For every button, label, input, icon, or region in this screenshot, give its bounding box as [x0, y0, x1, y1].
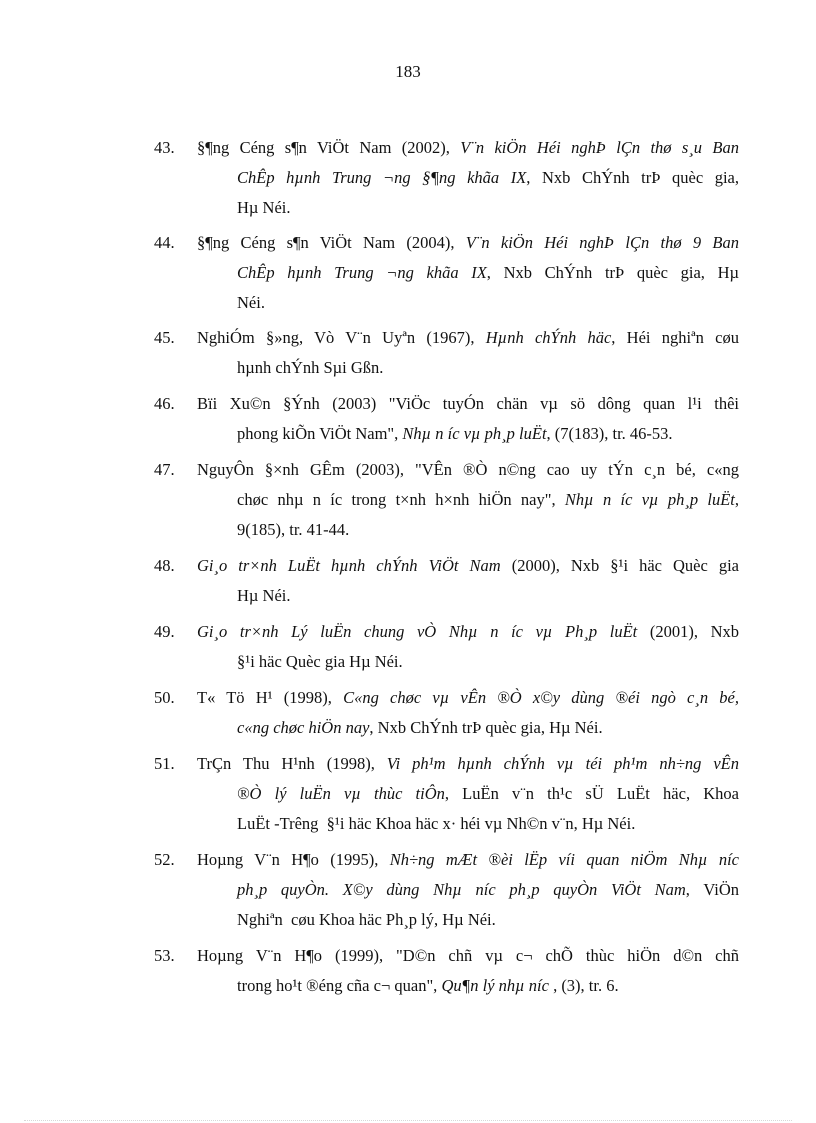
citation-text: Nghiªn cøu Khoa häc Ph¸p lý, Hµ Néi.: [237, 910, 496, 929]
reference-number: 48.: [154, 556, 175, 575]
citation-text: , (7(183), tr. 46-53.: [546, 424, 673, 443]
reference-line: [237, 515, 349, 545]
reference-line: [197, 455, 739, 485]
citation-text: §¹i häc Quèc gia Hµ Néi.: [237, 652, 403, 671]
citation-text: chøc nhµ n íc trong t×nh h×nh hiÖn nay",: [237, 490, 565, 509]
reference-line: [237, 258, 739, 288]
citation-text: §¶ng Céng s¶n ViÖt Nam (2004),: [197, 233, 466, 252]
reference-number: 49.: [154, 622, 175, 641]
citation-text: (2001), Nxb: [637, 622, 740, 641]
reference-number: 47.: [154, 460, 175, 479]
citation-text: , Nxb ChÝnh trÞ quèc gia, Hµ Néi.: [369, 718, 603, 737]
citation-text: , ViÖn: [685, 880, 739, 899]
italic-title-text: Nhµ n íc vµ ph¸p luËt: [564, 490, 735, 509]
reference-line: [237, 353, 383, 383]
citation-text: T« Tö H¹ (1998),: [197, 688, 344, 707]
italic-title-text: V¨n kiÖn Héi nghÞ lÇn thø s¸u Ban: [460, 138, 739, 157]
citation-text: , Nxb ChÝnh trÞ quèc gia,: [526, 168, 739, 187]
reference-line: [197, 551, 739, 581]
citation-text: , (3), tr. 6.: [548, 976, 619, 995]
reference-line: [237, 288, 265, 318]
italic-title-text: Nhµ n íc vµ ph¸p luËt: [402, 424, 547, 443]
italic-title-text: Nh÷ng mÆt ®èi lËp víi quan niÖm Nhµ níc: [389, 850, 739, 869]
citation-text: LuËt -Trêng §¹i häc Khoa häc x· héi vµ Nh©n v¨n, Hµ Néi.: [237, 814, 636, 833]
reference-line: [197, 323, 739, 353]
citation-text: phong kiÕn ViÖt Nam",: [237, 424, 403, 443]
reference-line: [197, 749, 739, 779]
citation-text: Bïi Xu©n §Ýnh (2003) "ViÖc tuyÓn chän vµ sö dông quan l¹i thêi: [197, 394, 739, 413]
italic-title-text: Hµnh chÝnh häc: [485, 328, 612, 347]
reference-line: [197, 941, 739, 971]
reference-number: 43.: [154, 138, 175, 157]
page-number: 183: [395, 62, 421, 81]
reference-line: [237, 485, 739, 515]
reference-line: [237, 163, 739, 193]
citation-text: ,: [734, 490, 739, 509]
reference-line: [197, 617, 739, 647]
citation-text: (2000), Nxb §¹i häc Quèc gia: [500, 556, 739, 575]
citation-text: Hoµng V¨n H¶o (1995),: [197, 850, 390, 869]
italic-title-text: C«ng chøc vµ vÊn ®Ò x©y dùng ®éi ngò c¸n bé,: [343, 688, 739, 707]
reference-number: 53.: [154, 946, 175, 965]
reference-line: [237, 193, 291, 223]
italic-title-text: ph¸p quyÒn. X©y dùng Nhµ níc ph¸p quyÒn ViÖt Nam: [237, 880, 686, 899]
reference-line: [197, 228, 739, 258]
reference-number: 45.: [154, 328, 175, 347]
reference-line: [237, 647, 403, 677]
italic-title-text: Gi¸o tr×nh Lý luËn chung vÒ Nhµ n íc vµ Ph¸p luËt: [197, 622, 638, 641]
reference-line: [237, 581, 291, 611]
citation-text: Hoµng V¨n H¶o (1999), "D©n chñ vµ c¬ chÕ thùc hiÖn d©n chñ: [197, 946, 739, 965]
citation-text: TrÇn Thu H¹nh (1998),: [197, 754, 387, 773]
citation-text: , LuËn v¨n th¹c sÜ LuËt häc, Khoa: [444, 784, 739, 803]
reference-line: [197, 845, 739, 875]
citation-text: Hµ Néi.: [237, 198, 291, 217]
citation-text: NghiÓm §»ng, Vò V¨n Uyªn (1967),: [197, 328, 486, 347]
reference-number: 46.: [154, 394, 175, 413]
reference-line: [237, 971, 619, 1001]
reference-line: [237, 713, 603, 743]
reference-line: [237, 905, 496, 935]
citation-text: trong ho¹t ®éng cña c¬ quan",: [237, 976, 442, 995]
reference-line: [237, 809, 635, 839]
italic-title-text: Vi ph¹m hµnh chÝnh vµ téi ph¹m nh÷ng vÊn: [386, 754, 740, 773]
citation-text: 9(185), tr. 41-44.: [237, 520, 350, 539]
reference-line: [237, 779, 739, 809]
citation-text: NguyÔn §×nh GÊm (2003), "VÊn ®Ò n©ng cao uy tÝn c¸n bé, c«ng: [197, 460, 739, 479]
footer-divider: [24, 1120, 792, 1121]
italic-title-text: V¨n kiÖn Héi nghÞ lÇn thø 9 Ban: [465, 233, 739, 252]
citation-text: §¶ng Céng s¶n ViÖt Nam (2002),: [197, 138, 461, 157]
reference-number: 44.: [154, 233, 175, 252]
reference-number: 52.: [154, 850, 175, 869]
reference-line: [197, 683, 739, 713]
citation-text: hµnh chÝnh Sµi Gßn.: [237, 358, 384, 377]
citation-text: , Nxb ChÝnh trÞ quèc gia, Hµ: [486, 263, 739, 282]
reference-line: [197, 133, 739, 163]
reference-line: [237, 419, 673, 449]
italic-title-text: Gi¸o tr×nh LuËt hµnh chÝnh ViÖt Nam: [197, 556, 501, 575]
citation-text: Néi.: [237, 293, 265, 312]
citation-text: , Héi nghiªn cøu: [611, 328, 739, 347]
reference-number: 50.: [154, 688, 175, 707]
reference-number: 51.: [154, 754, 175, 773]
reference-line: [237, 875, 739, 905]
reference-line: [197, 389, 739, 419]
italic-title-text: c«ng chøc hiÖn nay: [237, 718, 370, 737]
italic-title-text: ®Ò lý luËn vµ thùc tiÔn: [237, 784, 445, 803]
italic-title-text: ChÊp hµnh Trung ¬ng §¶ng khãa IX: [237, 168, 527, 187]
italic-title-text: Qu¶n lý nhµ níc: [441, 976, 549, 995]
italic-title-text: ChÊp hµnh Trung ¬ng khãa IX: [237, 263, 487, 282]
citation-text: Hµ Néi.: [237, 586, 291, 605]
